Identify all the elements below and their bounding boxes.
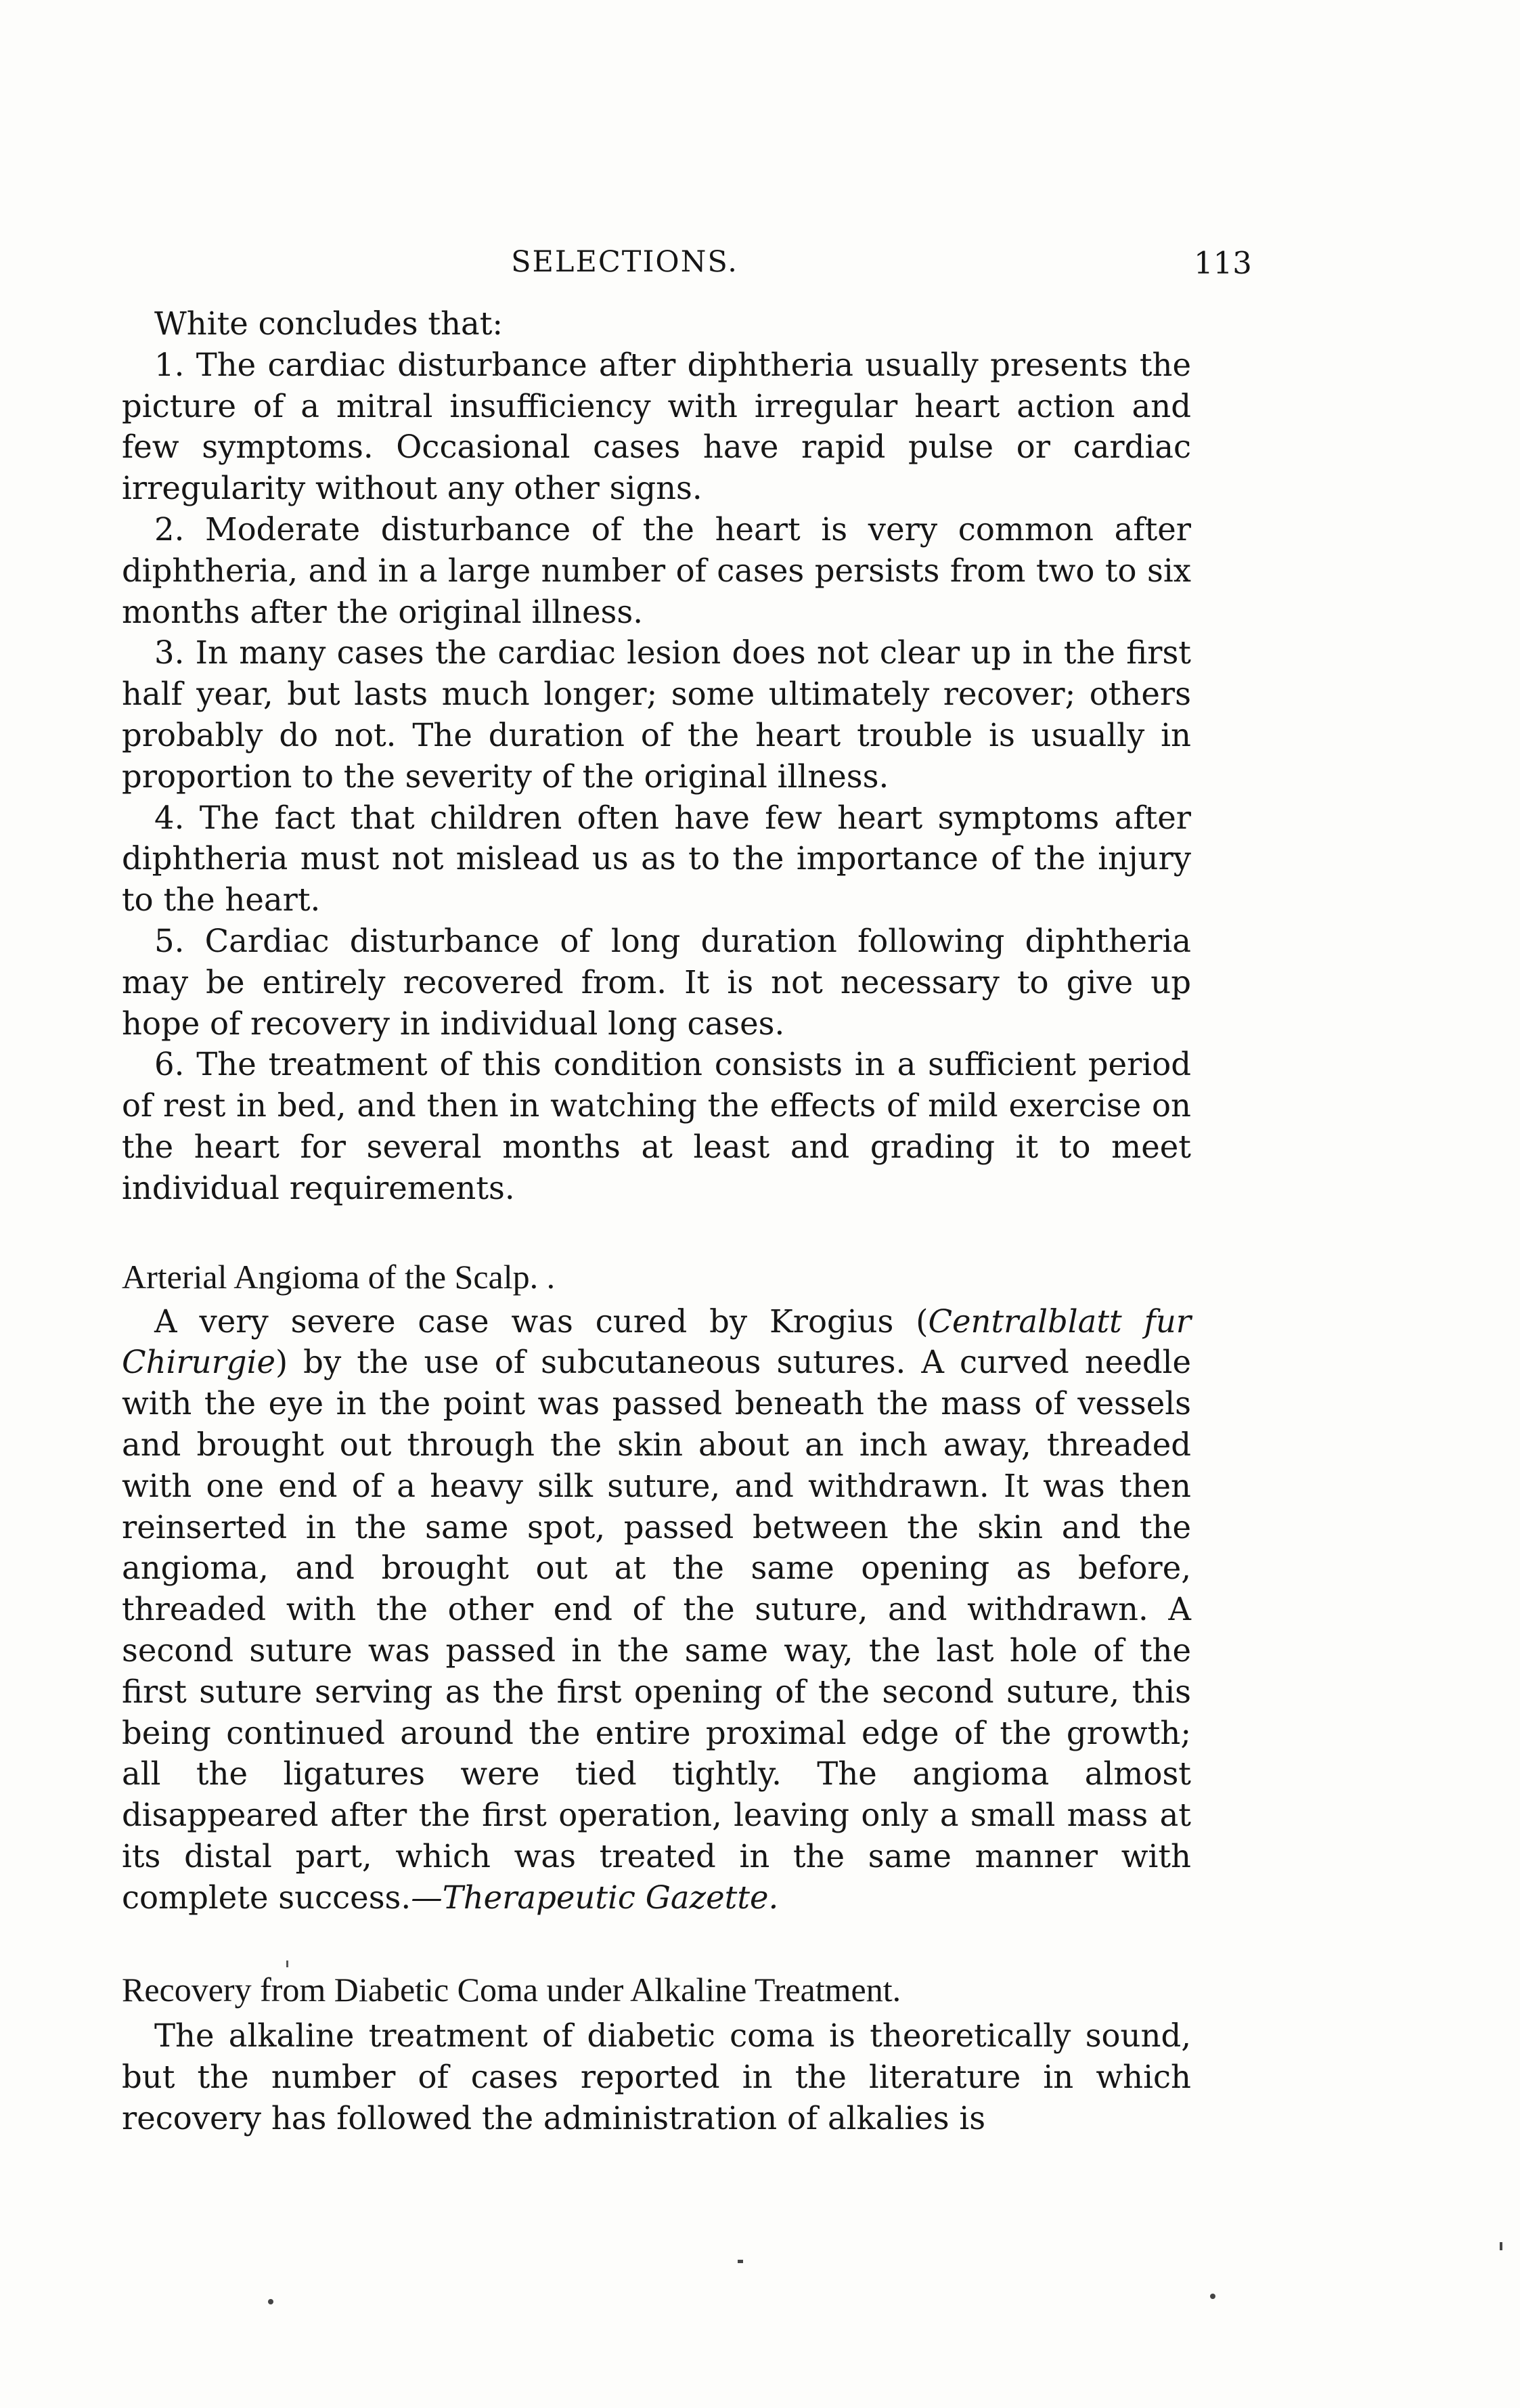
angioma-text-b: ) by the use of subcutaneous sutures. A curved needle with the eye in the point was passed beneath the mass of vessels and brought out through the skin about an inch away, threaded with one end of a heavy silk suture, and withdrawn. It was then reinserted in the same spot, passed between the skin and the angioma, and brought out at the same opening as before, threaded with the other end of the suture, and withdrawn. A second suture was passed in the same way, the last hole of the first suture serving as the first opening of the second suture, this being continued around the entire proximal edge of the growth; all the ligatures were tied tightly. The angioma almost disappeared after the first operation, leaving only a small mass at its distal part, which was treated in the same manner with complete success. [122,1344,1191,1916]
conclusion-1: 1. The cardiac disturbance after diphtheria usually presents the picture of a mitral insufficiency with irregular heart action and few symptoms. Occasional cases have rapid pulse or cardiac irregularity without any other signs. [122,346,1191,507]
journal-citation: Centralblatt fur Chirurgie [122,1302,1191,1381]
running-head: SELECTIONS. [511,245,738,279]
diabetic-paragraph: The alkaline treatment of diabetic coma is theoretically sound, but the number of cases reported in the literature in which recovery has followed the administration of alkalies is [122,2017,1191,2137]
angioma-paragraph [122,1301,1191,1919]
conclusion-6: 6. The treatment of this condition consists in a sufficient period of rest in bed, and then in watching the effects of mild exercise on the heart for several months at least and grading it to meet individual requirements. [122,1046,1191,1206]
ink-speck [1210,2294,1215,2299]
conclusion-5: 5. Cardiac disturbance of long duration following diphtheria may be entirely recovered from. It is not necessary to give up hope of recovery in individual long cases. [122,922,1191,1042]
diabetic-heading: Recovery from Diabetic Coma under Alkaline Treatment. [122,1971,901,2009]
source-citation: —Therapeutic Gazette. [411,1879,779,1916]
conclusion-3: 3. In many cases the cardiac lesion does not clear up in the first half year, but lasts much longer; some ultimately recover; others probably do not. The duration of the heart trouble is usually in proportion to the severity of the original illness. [122,634,1191,795]
article-body [122,303,1191,2139]
ink-speck [268,2299,273,2304]
conclusion-4: 4. The fact that children often have few heart symptoms after diphtheria must not mislead us as to the importance of the injury to the heart. [122,799,1191,919]
conclusion-2: 2. Moderate disturbance of the heart is very common after diphtheria, and in a large number of cases persists from two to six months after the original illness. [122,510,1191,630]
ink-speck [1500,2242,1502,2250]
page-number: 113 [1194,245,1252,281]
angioma-text-a: A very severe case was cured by Krogius ( [154,1302,929,1340]
page-header [0,245,1520,286]
angioma-heading: Arterial Angioma of the Scalp. . [122,1257,556,1296]
ink-speck [738,2260,743,2263]
intro-paragraph: White concludes that: [154,305,504,342]
